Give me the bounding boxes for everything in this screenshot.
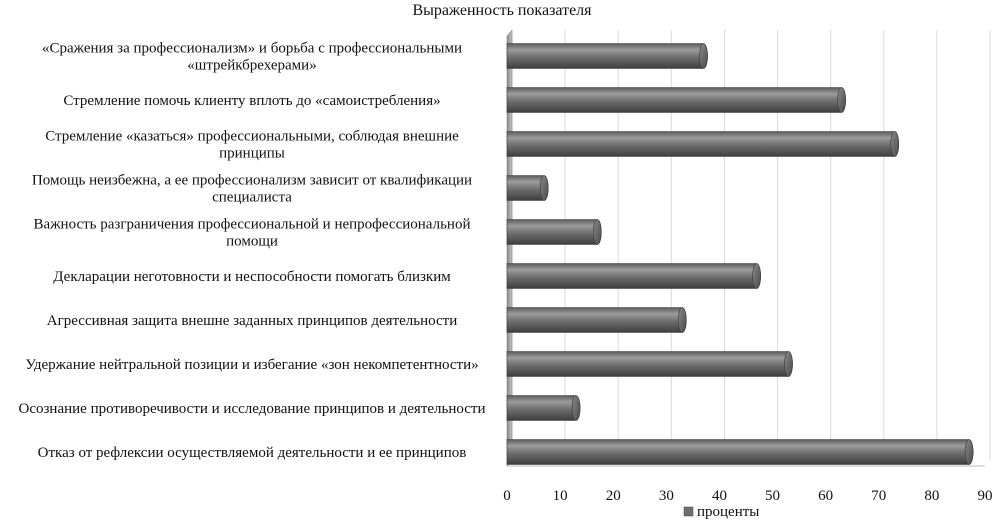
x-tick-label: 20: [605, 488, 621, 504]
bar-cap: [678, 308, 686, 333]
bar-cap: [572, 396, 580, 421]
bar-body: [507, 264, 761, 289]
category-label-line: Помощь неизбежна, а ее профессионализм зависит от квалификации: [31, 172, 473, 189]
category-label: [19, 401, 486, 417]
chart-title: Выраженность показателя: [412, 2, 592, 19]
category-label-line: Стремление «казаться» профессиональными, соблюдая внешние: [45, 128, 459, 145]
category-label-line: Важность разграничения профессиональной и непрофессиональной: [33, 216, 471, 233]
x-tick-label: 70: [871, 488, 887, 504]
category-label-line: помощи: [226, 233, 278, 250]
x-tick-label: 90: [977, 488, 993, 504]
bar: [507, 132, 899, 157]
bar-cap: [593, 220, 601, 245]
bar-body: [507, 220, 601, 245]
category-label-line: специалиста: [212, 189, 292, 206]
bar-body: [507, 352, 792, 377]
bar-cap: [753, 264, 761, 289]
x-tick-label: 40: [711, 488, 727, 504]
x-tick-label: 0: [503, 488, 511, 504]
category-label: [42, 41, 462, 74]
bar-body: [507, 308, 686, 333]
bar: [507, 352, 792, 377]
category-label-line: Агрессивная защита внешне заданных принципов деятельности: [46, 313, 458, 329]
bar-cap: [891, 132, 899, 157]
category-label: [47, 313, 457, 329]
bar-body: [507, 44, 708, 69]
category-label-line: Отказ от рефлексии осуществляемой деятельности и ее принципов: [37, 445, 467, 461]
category-label: [38, 445, 467, 461]
x-tick-label: 60: [818, 488, 834, 504]
category-labels: [19, 41, 486, 462]
x-tick-label: 50: [765, 488, 781, 504]
bar-body: [507, 440, 973, 465]
category-label-line: Стремление помочь клиенту вплоть до «самоистребления»: [63, 93, 441, 109]
legend-swatch: [684, 507, 693, 516]
x-tick-label: 80: [924, 488, 940, 504]
x-tick-label: 10: [552, 488, 568, 504]
bar: [507, 396, 580, 421]
category-label-line: Осознание противоречивости и исследование принципов и деятельности: [18, 401, 486, 417]
category-label: [32, 173, 472, 206]
bar: [507, 176, 548, 201]
bar-body: [507, 132, 899, 157]
category-label: [25, 357, 478, 373]
x-tick-label: 30: [658, 488, 674, 504]
category-label-line: «штрейкбрехерами»: [187, 57, 317, 74]
bar: [507, 88, 846, 113]
bar: [507, 220, 601, 245]
category-label: [45, 129, 459, 162]
bar: [507, 44, 708, 69]
category-label-line: Удержание нейтральной позиции и избегание «зон некомпетентности»: [25, 357, 479, 373]
bar: [507, 264, 761, 289]
category-label: [34, 217, 471, 250]
bar-cap: [540, 176, 548, 201]
category-label: [63, 93, 440, 109]
bar: [507, 308, 686, 333]
bar-cap: [784, 352, 792, 377]
category-label-line: Декларации неготовности и неспособности помогать близким: [53, 269, 451, 285]
category-label-line: принципы: [219, 145, 285, 162]
bar-cap: [838, 88, 846, 113]
legend-label: проценты: [697, 504, 760, 520]
category-label-line: «Сражения за профессионализм» и борьба с профессиональными: [41, 40, 463, 57]
bar-body: [507, 396, 580, 421]
bar-body: [507, 88, 846, 113]
x-axis-ticks: [503, 488, 992, 504]
bar-cap: [700, 44, 708, 69]
bar: [507, 440, 973, 465]
legend: [684, 504, 759, 520]
bar-cap: [965, 440, 973, 465]
category-label: [53, 269, 451, 285]
bars: [507, 44, 973, 465]
